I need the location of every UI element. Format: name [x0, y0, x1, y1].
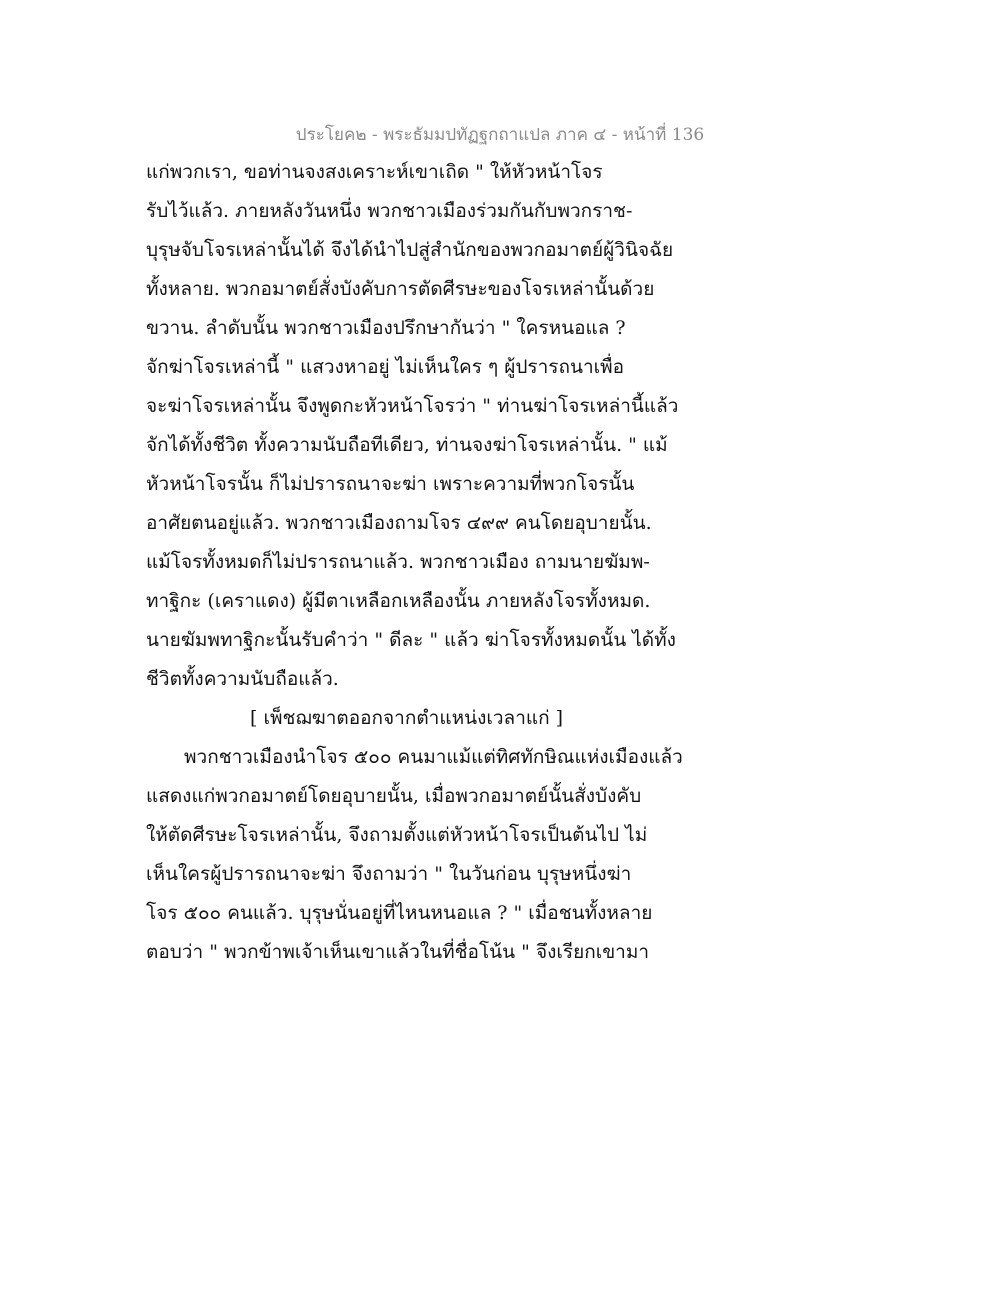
text-line: นายฆัมพทาฐิกะนั้นรับคำว่า " ดีละ " แล้ว ฆ่าโจรทั้งหมดนั้น ได้ทั้ง [146, 629, 676, 651]
text-line: บุรุษจับโจรเหล่านั้นได้ จึงได้นำไปสู่สำนักของพวกอมาตย์ผู้วินิจฉัย [146, 239, 674, 261]
text-line: ชีวิตทั้งความนับถือแล้ว. [146, 668, 339, 690]
text-line: ทาฐิกะ (เคราแดง) ผู้มีตาเหลือกเหลืองนั้น ภายหลังโจรทั้งหมด. [146, 590, 651, 612]
text-line: รับไว้แล้ว. ภายหลังวันหนึ่ง พวกชาวเมืองร่วมกันกับพวกราช- [146, 200, 633, 222]
text-line: ทั้งหลาย. พวกอมาตย์สั่งบังคับการตัดศีรษะของโจรเหล่านั้นด้วย [146, 278, 655, 300]
section-heading: [ เพ็ชฌฆาตออกจากตำแหน่งเวลาแก่ ] [250, 707, 564, 729]
text-line: แสดงแก่พวกอมาตย์โดยอุบายนั้น, เมื่อพวกอมาตย์นั้นสั่งบังคับ [146, 785, 642, 807]
text-line: ให้ตัดศีรษะโจรเหล่านั้น, จึงถามตั้งแต่หัวหน้าโจรเป็นต้นไป ไม่ [146, 824, 648, 846]
text-line: โจร ๕๐๐ คนแล้ว. บุรุษนั่นอยู่ที่ไหนหนอแล ? " เมื่อชนทั้งหลาย [146, 902, 653, 924]
text-line: ขวาน. ลำดับนั้น พวกชาวเมืองปรึกษากันว่า " ใครหนอแล ? [146, 317, 626, 339]
text-line: หัวหน้าโจรนั้น ก็ไม่ปรารถนาจะฆ่า เพราะความที่พวกโจรนั้น [146, 473, 635, 495]
text-line: ตอบว่า " พวกข้าพเจ้าเห็นเขาแล้วในที่ชื่อโน้น " จึงเรียกเขามา [146, 941, 650, 963]
text-line: อาศัยตนอยู่แล้ว. พวกชาวเมืองถามโจร ๔๙๙ คนโดยอุบายนั้น. [146, 512, 652, 534]
page-header: ประโยค๒ - พระธัมมปทัฏฐกถาแปล ภาค ๔ - หน้าที่ 136 [295, 125, 705, 145]
text-line: แก่พวกเรา, ขอท่านจงสงเคราะห์เขาเถิด " ให้หัวหน้าโจร [146, 161, 603, 183]
text-line: พวกชาวเมืองนำโจร ๕๐๐ คนมาแม้แต่ทิศทักษิณแห่งเมืองแล้ว [184, 746, 683, 768]
text-line: แม้โจรทั้งหมดก็ไม่ปรารถนาแล้ว. พวกชาวเมือง ถามนายฆัมพ- [146, 551, 650, 573]
text-line: เห็นใครผู้ปรารถนาจะฆ่า จึงถามว่า " ในวันก่อน บุรุษหนึ่งฆ่า [146, 863, 632, 885]
text-line: จักได้ทั้งชีวิต ทั้งความนับถือทีเดียว, ท่านจงฆ่าโจรเหล่านั้น. " แม้ [146, 434, 668, 456]
text-line: จะฆ่าโจรเหล่านั้น จึงพูดกะหัวหน้าโจรว่า " ท่านฆ่าโจรเหล่านี้แล้ว [146, 395, 679, 417]
text-line: จักฆ่าโจรเหล่านี้ " แสวงหาอยู่ ไม่เห็นใคร ๆ ผู้ปรารถนาเพื่อ [146, 356, 625, 378]
